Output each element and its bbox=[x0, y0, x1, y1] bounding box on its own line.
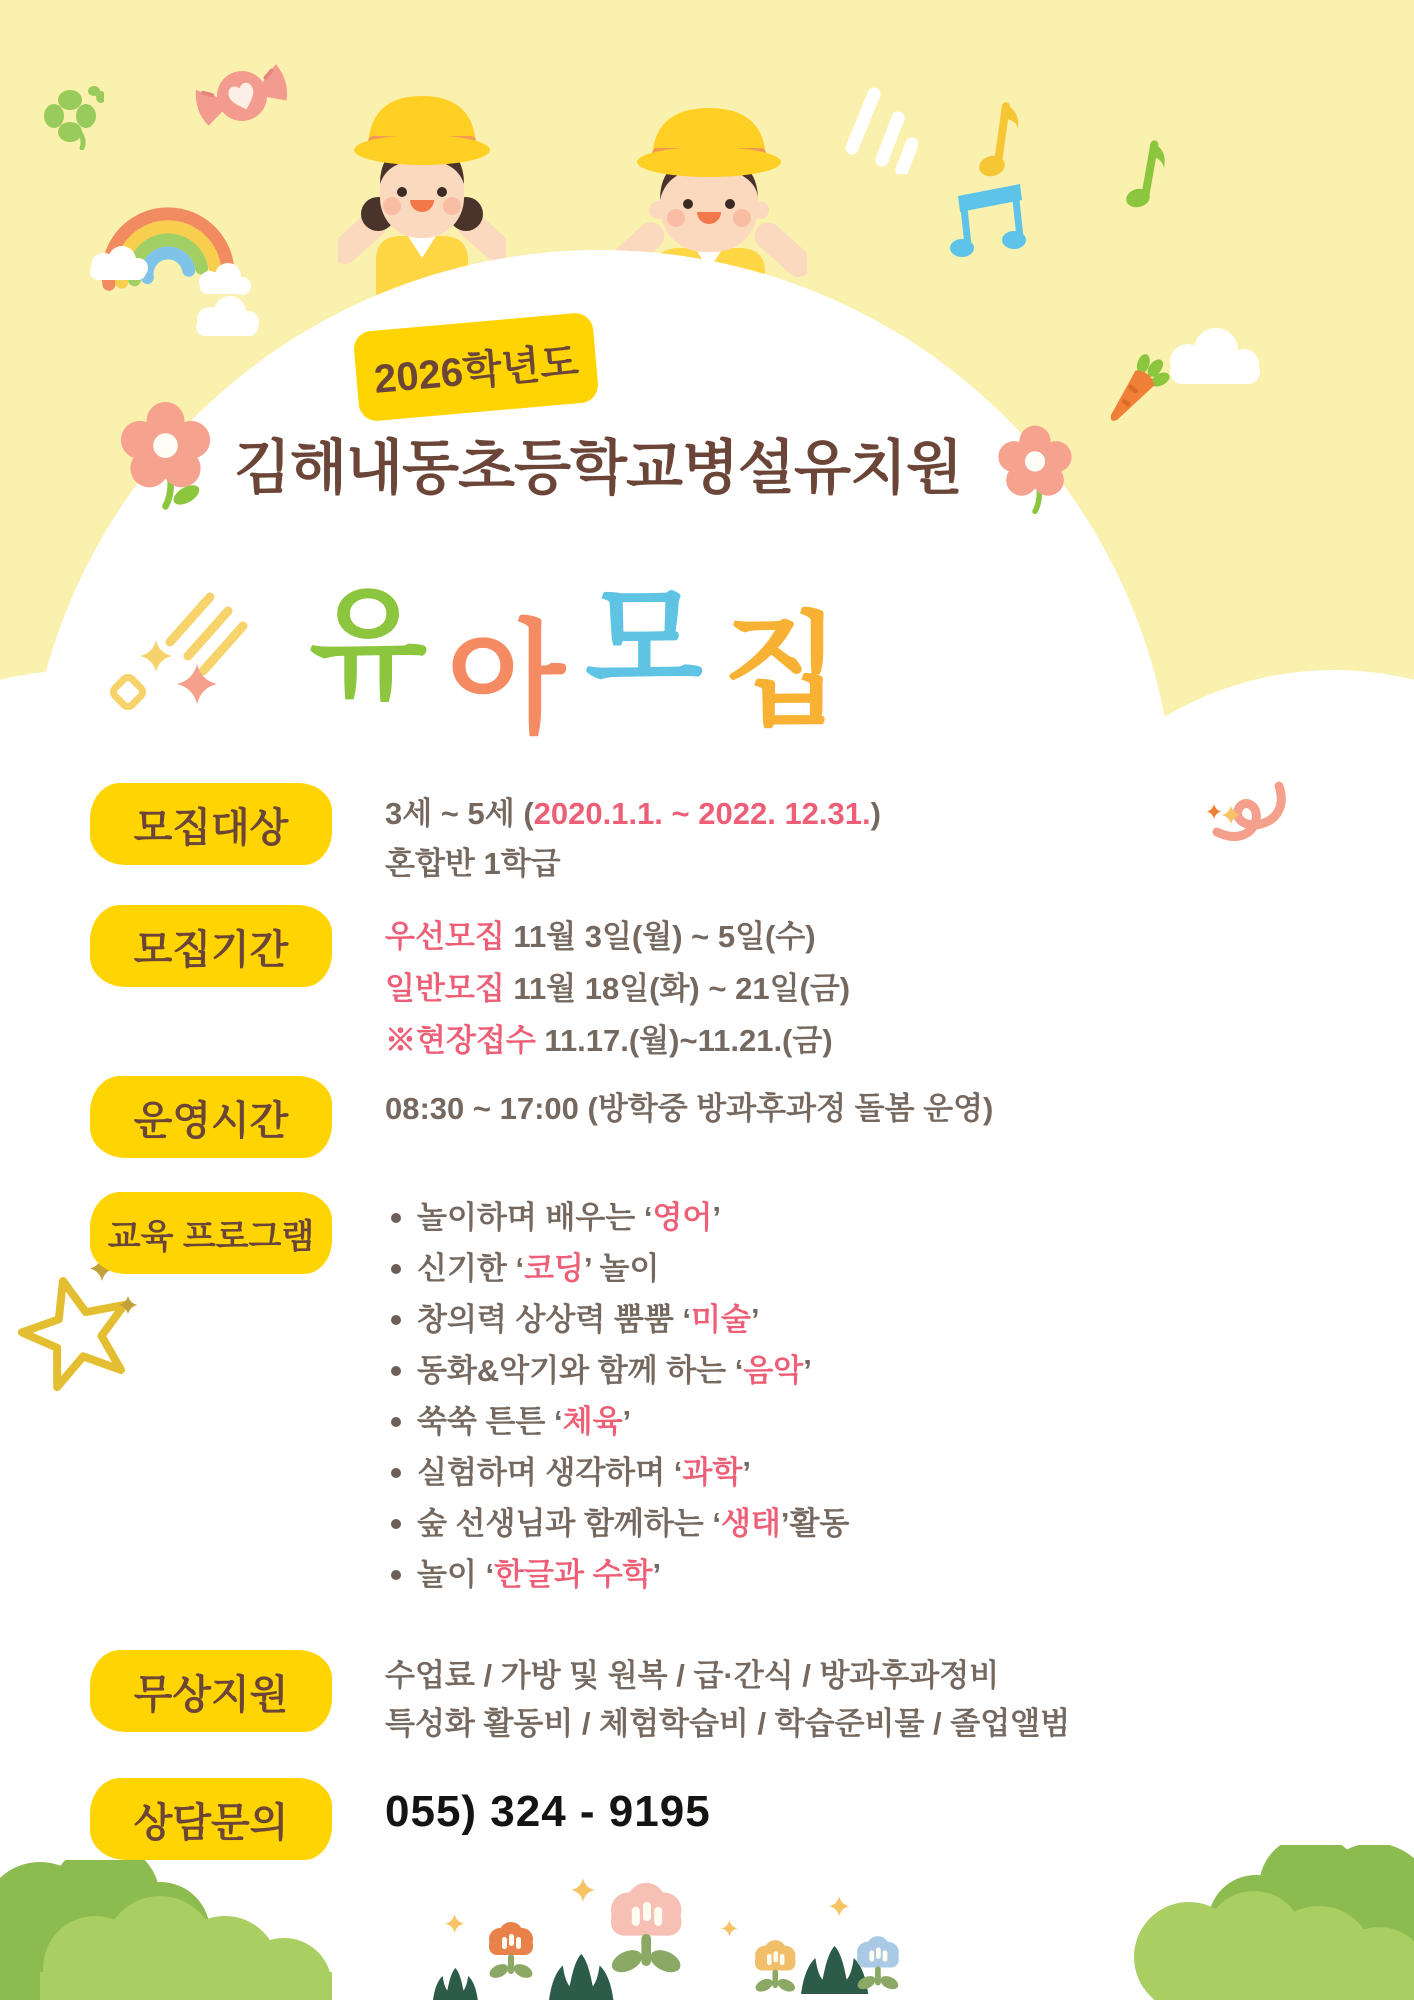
list-item: 숲 선생님과 함께하는 ‘생태’활동 bbox=[385, 1498, 849, 1549]
cloud-icon bbox=[188, 292, 266, 340]
section-label: 모집기간 bbox=[133, 927, 289, 972]
list-item: 쑥쑥 튼튼 ‘체육’ bbox=[385, 1396, 849, 1447]
recruit-char: 모 bbox=[585, 573, 703, 709]
info-line: 08:30 ~ 17:00 (방학중 방과후과정 돌봄 운영) bbox=[385, 1091, 994, 1126]
info-line: 우선모집 11월 3일(월) ~ 5일(수) bbox=[385, 919, 816, 954]
info-line: 특성화 활동비 / 체험학습비 / 학습준비물 / 졸업앨범 bbox=[385, 1706, 1071, 1741]
sparkle-dashes-icon bbox=[838, 82, 918, 174]
bush-icon bbox=[0, 1860, 340, 2000]
recruit-title bbox=[0, 573, 1150, 747]
section-label-badge bbox=[90, 1778, 332, 1860]
section-label: 상담문의 bbox=[133, 1800, 289, 1845]
info-line: 수업료 / 가방 및 원복 / 급·간식 / 방과후과정비 bbox=[385, 1658, 1000, 1693]
info-line: ※현장접수 11.17.(월)~11.21.(금) bbox=[385, 1023, 833, 1058]
section-label-badge bbox=[90, 1650, 332, 1732]
spiral-squiggle-icon bbox=[1205, 772, 1317, 842]
page-title: 김해내동초등학교병설유치원 bbox=[234, 434, 962, 501]
section-label-badge bbox=[90, 1192, 332, 1274]
bush-icon bbox=[1074, 1845, 1414, 2000]
section-label: 무상지원 bbox=[133, 1672, 289, 1717]
section-label: 교육 프로그램 bbox=[107, 1217, 315, 1256]
list-item: 실험하며 생각하며 ‘과학’ bbox=[385, 1447, 849, 1498]
list-item: 창의력 상상력 뿜뿜 ‘미술’ bbox=[385, 1294, 849, 1345]
info-line: 3세 ~ 5세 (2020.1.1. ~ 2022. 12.31.) bbox=[385, 796, 881, 831]
info-line: 혼합반 1학급 bbox=[385, 846, 561, 881]
section-label: 모집대상 bbox=[133, 805, 289, 850]
recruit-char: 집 bbox=[722, 603, 841, 739]
year-badge-label: 2026학년도 bbox=[372, 339, 581, 402]
music-notes-icon bbox=[950, 100, 1190, 270]
recruit-char: 아 bbox=[447, 611, 565, 747]
info-line: 일반모집 11월 18일(화) ~ 21일(금) bbox=[385, 971, 851, 1006]
list-item: 놀이 ‘한글과 수학’ bbox=[385, 1549, 849, 1600]
list-item: 동화&악기와 함께 하는 ‘음악’ bbox=[385, 1345, 849, 1396]
clover-icon bbox=[40, 82, 104, 150]
section-label-badge bbox=[90, 1076, 332, 1158]
rainbow-icon bbox=[82, 168, 252, 300]
phone-number: 055) 324 - 9195 bbox=[385, 1787, 711, 1836]
list-item: 놀이하며 배우는 ‘영어’ bbox=[385, 1192, 849, 1243]
star-doodle-icon bbox=[18, 1252, 158, 1412]
section-label: 운영시간 bbox=[133, 1098, 289, 1143]
recruit-char: 유 bbox=[309, 577, 428, 713]
candy-icon bbox=[192, 48, 292, 144]
section-label-badge bbox=[90, 905, 332, 987]
section-label-badge bbox=[90, 783, 332, 865]
list-item: 신기한 ‘코딩’ 놀이 bbox=[385, 1243, 849, 1294]
tulip-garden-icon bbox=[425, 1872, 925, 2000]
